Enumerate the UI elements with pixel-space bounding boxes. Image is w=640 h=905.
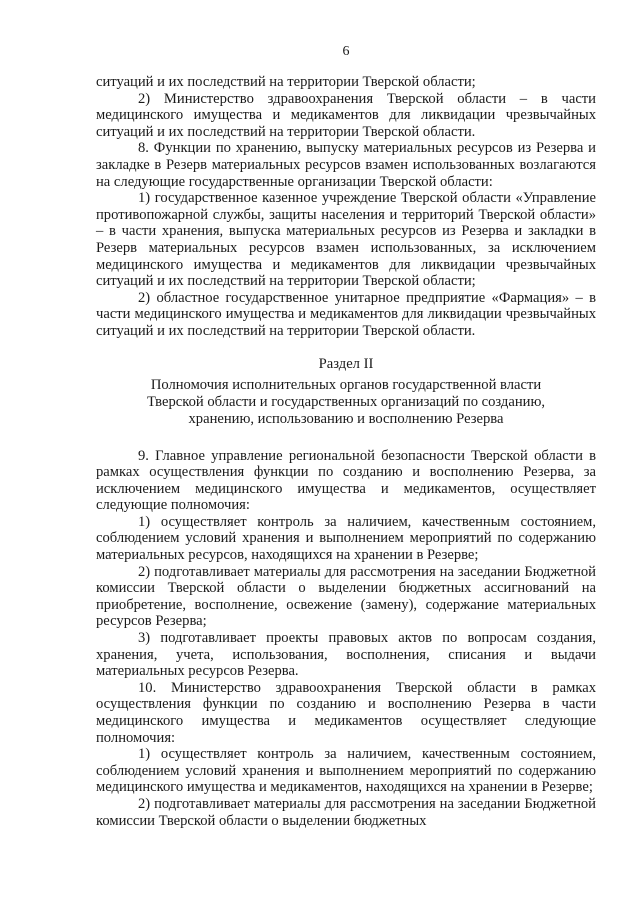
paragraphs-before-section — [96, 74, 596, 340]
page-number: 6 — [342, 44, 350, 59]
paragraph: 2) подготавливает материалы для рассмотрения на заседании Бюджетной комиссии Тверской области о выделении бюджетных ассигнований на приобретение, восполнение, освежение (замену), содержание материальных ресурсов Резерва; — [96, 563, 596, 630]
paragraph: 2) подготавливает материалы для рассмотрения на заседании Бюджетной комиссии Тверской области о выделении бюджетных — [96, 795, 596, 829]
paragraph: 3) подготавливает проекты правовых актов по вопросам создания, хранения, учета, использования, восполнения, списания и выдачи материальных ресурсов Резерва. — [96, 630, 596, 680]
section-label: Раздел II — [318, 355, 374, 372]
paragraph: ситуаций и их последствий на территории Тверской области; — [96, 74, 476, 90]
paragraph: 10. Министерство здравоохранения Тверской области в рамках осуществления функции по созданию и восполнению Резерва в части медицинского имущества и медикаментов осуществляет следующие полномочия: — [96, 679, 596, 746]
paragraph: 1) осуществляет контроль за наличием, качественным состоянием, соблюдением условий хранения и выполнением мероприятий по содержанию медицинского имущества и медикаментов, находящихся на хранении в Резерве; — [96, 746, 596, 796]
paragraph: 9. Главное управление региональной безопасности Тверской области в рамках осуществления функции по созданию и восполнению Резерва, за исключением медицинского имущества и медикаментов, осуществляет следующие полномочия: — [96, 447, 596, 514]
section-heading — [96, 356, 596, 428]
section-title-line: хранению, использованию и восполнению Резерва — [188, 410, 504, 427]
paragraph: 8. Функции по хранению, выпуску материальных ресурсов из Резерва и закладке в Резерв материальных ресурсов взамен использованных возлагаются на следующие государственные организации Тверской области: — [96, 140, 596, 190]
section-title-line: Полномочия исполнительных органов государственной власти — [150, 376, 542, 393]
section-title-line: Тверской области и государственных организаций по созданию, — [147, 393, 545, 410]
paragraph: 1) государственное казенное учреждение Тверской области «Управление противопожарной службы, защиты населения и территорий Тверской области» – в части хранения, выпуска материальных ресурсов из Резерва и закладки в Резерв материальных ресурсов взамен использованных, за исключением медицинского имущества и медикаментов для ликвидации чрезвычайных ситуаций и их последствий на территории Тверской области; — [96, 190, 596, 290]
paragraph: 2) областное государственное унитарное предприятие «Фармация» – в части медицинского имущества и медикаментов для ликвидации чрезвычайных ситуаций и их последствий на территории Тверской области. — [96, 289, 596, 339]
paragraph: 1) осуществляет контроль за наличием, качественным состоянием, соблюдением условий хранения и выполнением мероприятий по содержанию материальных ресурсов, находящихся на хранении в Резерве; — [96, 513, 596, 564]
text-column — [96, 44, 596, 829]
paragraph: 2) Министерство здравоохранения Тверской области – в части медицинского имущества и медикаментов для ликвидации чрезвычайных ситуаций и их последствий на территории Тверской области. — [96, 90, 596, 140]
paragraphs-after-section — [96, 448, 596, 830]
